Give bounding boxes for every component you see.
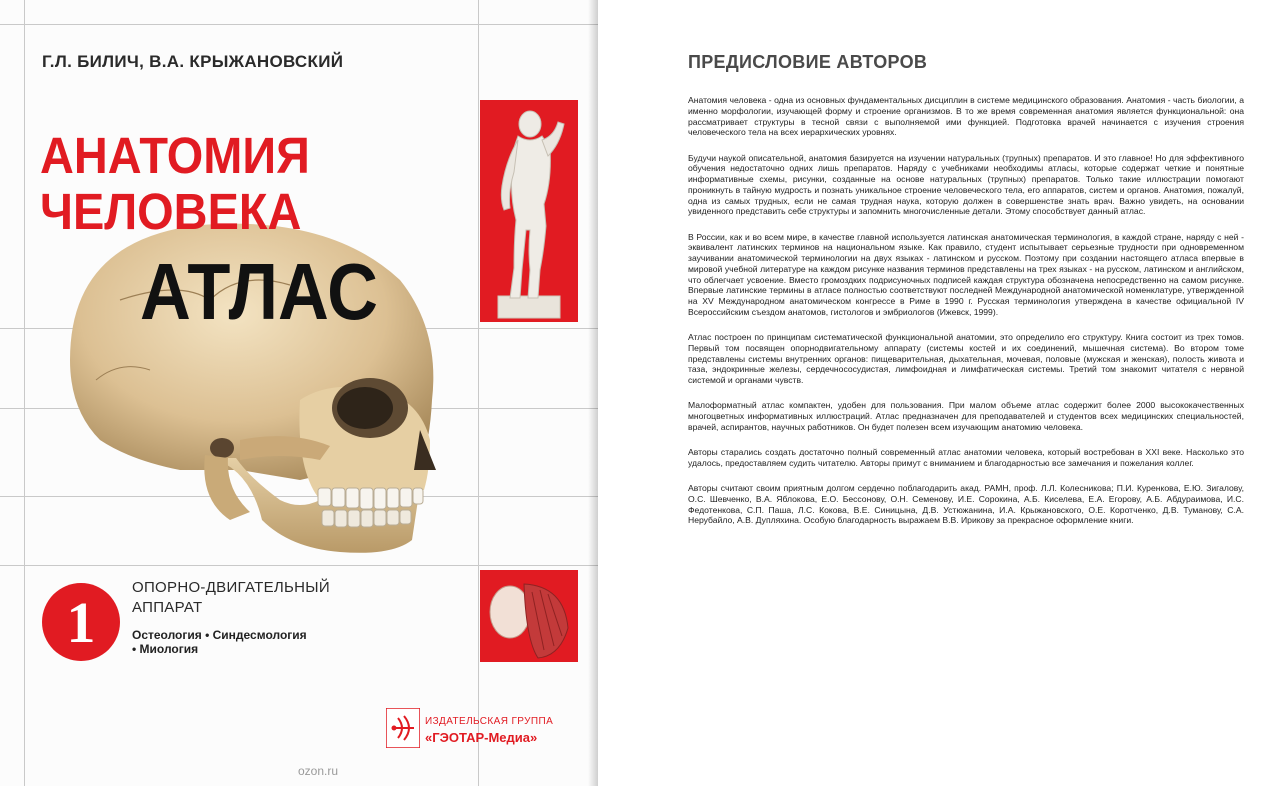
publisher-logo-icon xyxy=(386,708,420,748)
preface-heading: ПРЕДИСЛОВИЕ АВТОРОВ xyxy=(688,52,928,72)
preface-paragraph: Авторы считают своим приятным долгом сердечно поблагодарить акад. РАМН, проф. Л.Л. Колесникова; П.И. Куренкова, Е.Ю. Зигалову, О.С. Шевченко, В.А. Яблокова, Е.О. Бессонову, О.Н. Семенову, И.Е. Сорокина, А.Б. Киселева, Е.А. Егорову, А.Б. Абдураимова, И.С. Федотенкова, С.П. Паша, Л.С. Кокова, В.Е. Синицына, Д.В. Устюжанина, И.А. Крыжановского, О.Е. Коротченко, Д.В. Туманову, С.А. Нерубайло, А.В. Дупляхина. Особую благодарность выражаем В.В. Ирикову за прекрасное оформление книги. xyxy=(688,483,1244,526)
cover-edge-shadow xyxy=(588,0,598,786)
preface-paragraph: Атлас построен по принципам систематической функциональной анатомии, это определило его структуру. Книга состоит из трех томов. Первый том посвящен опорнодвигательному аппарату (системы костей и их соединений, мышечная система). Во втором томе представлены системы внутренних органов: пищеварительная, дыхательная, мочевая, половые (мужская и женская), полость живота и таза, эндокринные железы, сердечнососудистая, лимфоидная и лимфатическая системы. Третий том знакомит читателя с нервной системой и органами чувств. xyxy=(688,332,1244,385)
publisher-name: «ГЭОТАР-Медиа» xyxy=(425,730,538,745)
cover-subtitle-line-2: АППАРАТ xyxy=(132,599,203,616)
book-cover xyxy=(0,0,598,786)
preface-page xyxy=(688,52,1244,541)
cover-title-line-2: ЧЕЛОВЕКА xyxy=(40,183,302,240)
cover-title-atlas: АТЛАС xyxy=(140,247,378,336)
skull-illustration xyxy=(0,0,598,786)
publisher-group-label: ИЗДАТЕЛЬСКАЯ ГРУППА xyxy=(425,716,554,727)
cover-authors: Г.Л. БИЛИЧ, В.А. КРЫЖАНОВСКИЙ xyxy=(42,52,344,71)
watermark: ozon.ru xyxy=(298,764,339,778)
cover-topics-line-2: • Миология xyxy=(132,642,199,656)
preface-paragraph: Авторы старались создать достаточно полный современный атлас анатомии человека, который востребован в XXI веке. Насколько это удалось, предоставляем судить читателю. Авторы примут с вниманием и благодарностью все замечания и пожелания коллег. xyxy=(688,447,1244,468)
muscle-panel xyxy=(480,570,578,662)
preface-paragraph: Будучи наукой описательной, анатомия базируется на изучении натуральных (трупных) препаратов. И это главное! Но для эффективного обучения недостаточно одних лишь препаратов. Наряду с учебниками необходимы атласы, которые содержат четкие и понятные информативные схемы, рисунки, созданные на основе натуральных (трупных) препаратов. Только такие иллюстрации помогают проникнуть в тайную мудрость и познать уникальное строение человеческого тела, его аппаратов, систем и органов. Анатомия, пожалуй, одна из самых трудных, если не самая трудная наука, которую должен в совершенстве знать врач. Важно увидеть, на основании увиденного представить себе структуры и запомнить многочисленные детали. Этому способствует данный атлас. xyxy=(688,152,1244,217)
preface-paragraph: Малоформатный атлас компактен, удобен для пользования. При малом объеме атлас содержит более 2000 высококачественных многоцветных информативных иллюстраций. Атлас предназначен для преподавателей и студентов всех медицинских специальностей, врачей, аспирантов, научных работников. Он будет полезен всем изучающим анатомию человека. xyxy=(688,400,1244,432)
volume-number-badge: 1 xyxy=(42,583,120,661)
cover-subtitle-line-1: ОПОРНО-ДВИГАТЕЛЬНЫЙ xyxy=(132,579,330,596)
preface-paragraph: В России, как и во всем мире, в качестве главной используется латинская анатомическая терминология, в каждой стране, наряду с ней - эквивалент латинских терминов на национальном языке. Как правило, студент испытывает серьезные трудности при одновременном заучивании анатомической терминологии на двух языках - латинском и русском. Поэтому при создании настоящего атласа впервые в мировой учебной литературе на каждом рисунке названия терминов представлены на трех языках - на русском, латинском и английском, что облегчает усвоение. Вместо громоздких подрисуночных подписей каждая структура обозначена непосредственно на самом рисунке. Впервые латинские термины в атласе полностью соответствуют последней Международной анатомической номенклатуре, утвержденной на XV Международном анатомическом конгрессе в Риме в 1990 г. Русская терминология утверждена в качестве официальной IV Всероссийским съездом анатомов, гистологов и эмбриологов (Ижевск, 1999). xyxy=(688,231,1244,317)
cover-title-line-1: АНАТОМИЯ xyxy=(40,127,310,184)
shoulder-muscle-illustration xyxy=(480,570,578,662)
cover-topics-line-1: Остеология • Синдесмология xyxy=(132,628,307,642)
preface-paragraph: Анатомия человека - одна из основных фундаментальных дисциплин в системе медицинского образования. Анатомия - часть биологии, а именно морфологии, изучающей форму и строение организмов. В то же время современная анатомия является функциональной: она рассматривает структуры в тесной связи с выполняемой ими функцией. Подготовка врачей начинается с изучения строения человеческого тела на всех иерархических уровнях. xyxy=(688,95,1244,138)
